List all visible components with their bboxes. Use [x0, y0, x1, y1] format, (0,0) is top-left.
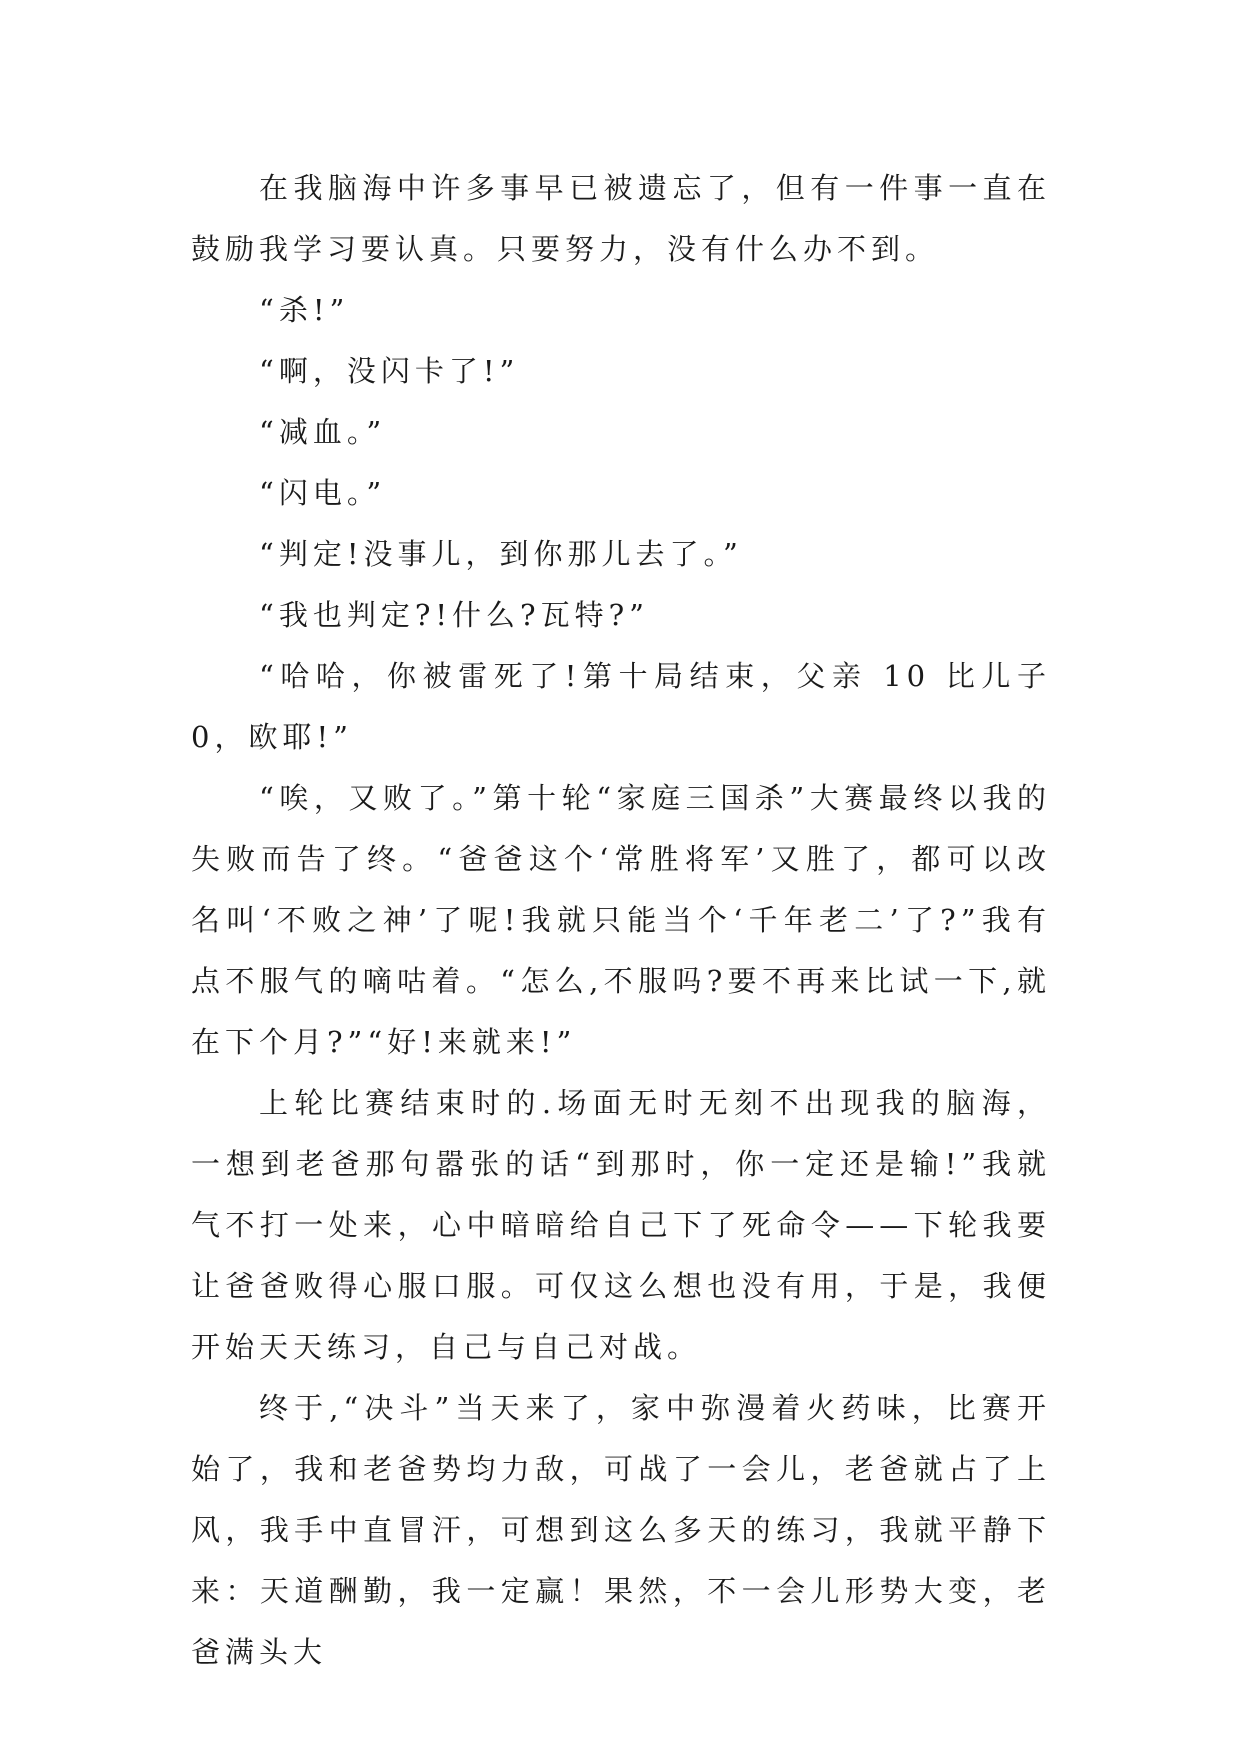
paragraph: “唉，又败了。”第十轮“家庭三国杀”大赛最终以我的失败而告了终。“爸爸这个‘常胜将军’又胜了，都可以改名叫‘不败之神’了呢!我就只能当个‘千年老二’了?”我有点不服气的嘀咕着。“怎么,不服吗?要不再来比试一下,就在下个月?”“好!来就来!” — [191, 781, 1051, 1059]
paragraph: 上轮比赛结束时的.场面无时无刻不出现我的脑海，一想到老爸那句嚣张的话“到那时，你一定还是输!”我就气不打一处来，心中暗暗给自己下了死命令——下轮我要让爸爸败得心服口服。可仅这么想也没有用，于是，我便开始天天练习，自己与自己对战。 — [191, 1086, 1051, 1364]
dialogue-line: “哈哈，你被雷死了!第十局结束，父亲 10 比儿子 0，欧耶!” — [191, 659, 1051, 754]
dialogue-line: “减血。” — [259, 415, 387, 449]
dialogue-line: “我也判定?!什么?瓦特?” — [259, 598, 649, 632]
body-text — [191, 158, 1051, 1683]
paragraph-intro: 在我脑海中许多事早已被遗忘了，但有一件事一直在鼓励我学习要认真。只要努力，没有什么办不到。 — [191, 171, 1051, 266]
dialogue-line: “闪电。” — [259, 476, 387, 510]
paragraph: 终于,“决斗”当天来了，家中弥漫着火药味，比赛开始了，我和老爸势均力敌，可战了一会儿，老爸就占了上风，我手中直冒汗，可想到这么多天的练习，我就平静下来：天道酬勤，我一定赢！果然，不一会儿形势大变，老爸满头大 — [191, 1391, 1051, 1669]
dialogue-line: “啊，没闪卡了!” — [259, 354, 520, 388]
dialogue-line: “判定!没事儿，到你那儿去了。” — [259, 537, 743, 571]
dialogue-line: “杀!” — [259, 293, 350, 327]
